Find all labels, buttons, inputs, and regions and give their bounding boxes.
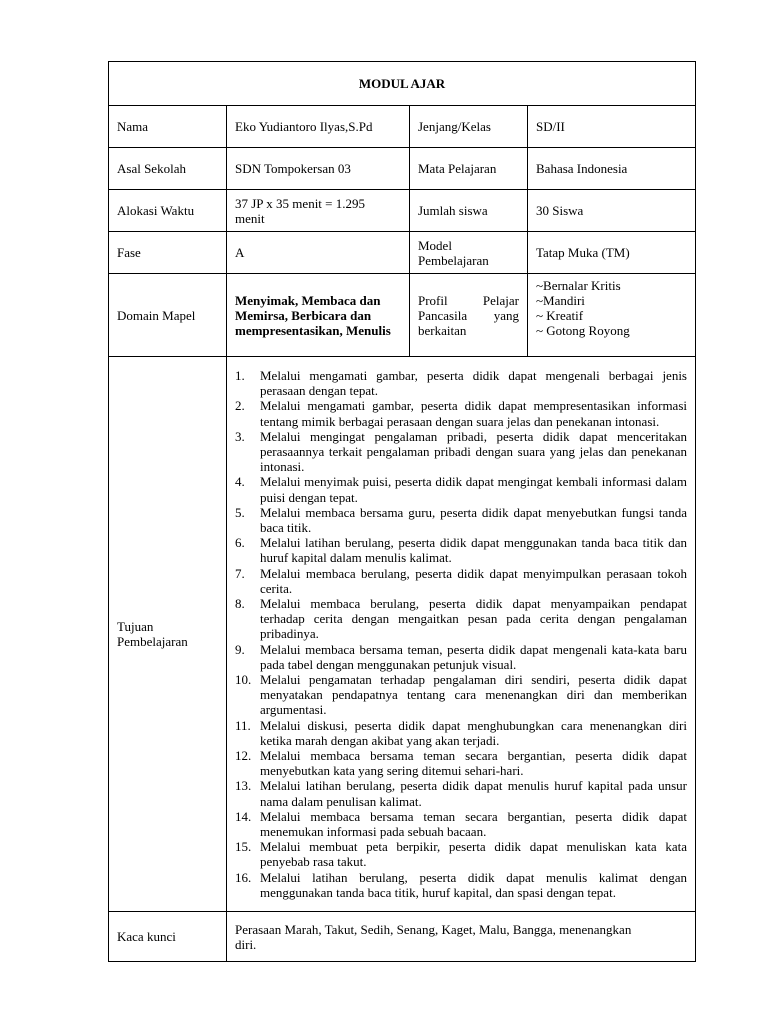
profil-value-item: ~ Kreatif: [536, 308, 584, 323]
tujuan-item-text: Melalui pengamatan terhadap pengalaman diri sendiri, peserta didik dapat menyatakan pendapatnya tentang cara menenangkan diri dan memberikan argumentasi.: [260, 672, 687, 718]
mapel-value: Bahasa Indonesia: [528, 148, 696, 190]
profil-values: [528, 274, 696, 357]
row-tujuan: [109, 357, 696, 912]
profil-value-item: ~Mandiri: [536, 293, 585, 308]
tujuan-item: [235, 839, 687, 869]
modul-ajar-table: [108, 61, 696, 962]
title-row: [109, 62, 696, 106]
tujuan-item-text: Melalui latihan berulang, peserta didik dapat menulis huruf kapital pada unsur nama dalam penulisan kalimat.: [260, 778, 687, 809]
tujuan-item-number: 4.: [235, 474, 245, 490]
mapel-label: Mata Pelajaran: [410, 148, 528, 190]
tujuan-item-number: 16.: [235, 869, 252, 885]
tujuan-item: [235, 778, 687, 808]
tujuan-item: [235, 429, 687, 475]
tujuan-item-text: Melalui mengingat pengalaman pribadi, peserta didik dapat menceritakan perasaannya terkait pengalaman pribadi dengan suara yang jelas dan penekanan intonasi.: [260, 428, 687, 475]
asal-label: Asal Sekolah: [109, 148, 227, 190]
profil-label-line-1: Profil Pelajar: [418, 292, 519, 308]
tujuan-item-text: Melalui membuat peta berpikir, peserta didik dapat menuliskan kata kata penyebab rasa takut.: [260, 839, 687, 870]
profil-label-line-2: Pancasila yang: [418, 307, 519, 323]
document-title: MODUL AJAR: [109, 62, 696, 106]
row-asal-sekolah: [109, 148, 696, 190]
kata-kunci-label: Kaca kunci: [109, 912, 227, 962]
tujuan-item-number: 12.: [235, 748, 252, 764]
tujuan-item: [235, 566, 687, 596]
tujuan-item: [235, 398, 687, 428]
jumlah-value: 30 Siswa: [528, 190, 696, 232]
tujuan-item-text: Melalui mengamati gambar, peserta didik dapat mempresentasikan informasi tentang mimik berbagai perasaan dengan suara jelas dan penekanan intonasi.: [260, 398, 687, 429]
tujuan-item-number: 10.: [235, 672, 252, 687]
tujuan-item-text: Melalui latihan berulang, peserta didik dapat menulis kalimat dengan menggunakan tanda baca titik, huruf kapital, dan spasi dengan tepat.: [260, 869, 687, 900]
tujuan-label: Tujuan Pembelajaran: [109, 357, 227, 912]
tujuan-item-text: Melalui membaca berulang, peserta didik dapat menyimpulkan perasaan tokoh cerita.: [260, 565, 687, 596]
tujuan-item-number: 14.: [235, 808, 252, 824]
tujuan-item: [235, 718, 687, 748]
fase-label: Fase: [109, 232, 227, 274]
profil-label-line-3: berkaitan: [418, 322, 467, 338]
tujuan-item-number: 11.: [235, 717, 251, 733]
tujuan-item-number: 8.: [235, 595, 245, 611]
model-value: Tatap Muka (TM): [528, 232, 696, 274]
nama-value: Eko Yudiantoro Ilyas,S.Pd: [227, 106, 410, 148]
tujuan-list: [235, 368, 687, 900]
row-nama: [109, 106, 696, 148]
tujuan-item-text: Melalui menyimak puisi, peserta didik dapat mengingat kembali informasi dalam puisi dengan tepat.: [260, 474, 687, 505]
tujuan-item: [235, 809, 687, 839]
tujuan-item-number: 1.: [235, 367, 245, 383]
tujuan-item: [235, 672, 687, 718]
alokasi-label: Alokasi Waktu: [109, 190, 227, 232]
row-alokasi: [109, 190, 696, 232]
tujuan-item: [235, 505, 687, 535]
tujuan-item-number: 2.: [235, 398, 245, 414]
alokasi-value: 37 JP x 35 menit = 1.295 menit: [227, 190, 410, 232]
tujuan-item-text: Melalui membaca bersama teman secara bergantian, peserta didik dapat menemukan informasi pada sebuah bacaan.: [260, 808, 687, 840]
row-domain: [109, 274, 696, 357]
profil-value-item: ~ Gotong Royong: [536, 323, 630, 338]
tujuan-item-number: 6.: [235, 535, 245, 551]
tujuan-item-text: Melalui membaca berulang, peserta didik dapat menyampaikan pendapat terhadap cerita dengan mengaitkan pesan pada cerita dengan pengalaman pribadinya.: [260, 595, 687, 642]
tujuan-item-number: 7.: [235, 565, 245, 581]
tujuan-item: [235, 596, 687, 642]
jenjang-value: SD/II: [528, 106, 696, 148]
tujuan-item-number: 5.: [235, 504, 245, 520]
tujuan-item: [235, 474, 687, 504]
profil-value-item: ~Bernalar Kritis: [536, 278, 621, 293]
asal-value: SDN Tompokersan 03: [227, 148, 410, 190]
domain-label: Domain Mapel: [109, 274, 227, 357]
tujuan-item-text: Melalui membaca bersama teman secara bergantian, peserta didik dapat menyebutkan kata yang sering ditemui sehari-hari.: [260, 748, 687, 779]
nama-label: Nama: [109, 106, 227, 148]
tujuan-item: [235, 642, 687, 672]
tujuan-item-number: 3.: [235, 428, 245, 444]
tujuan-item: [235, 368, 687, 398]
tujuan-cell: [227, 357, 696, 912]
tujuan-item-text: Melalui diskusi, peserta didik dapat menghubungkan cara menenangkan diri ketika marah dengan akibat yang akan terjadi.: [260, 717, 687, 748]
tujuan-item-number: 15.: [235, 839, 252, 855]
tujuan-item-text: Melalui membaca bersama teman, peserta didik dapat mengenali kata-kata baru pada tabel dengan menggunakan petunjuk visual.: [260, 641, 687, 672]
tujuan-item-number: 13.: [235, 778, 252, 794]
fase-value: A: [227, 232, 410, 274]
kata-kunci-value: Perasaan Marah, Takut, Sedih, Senang, Kaget, Malu, Bangga, menenangkan diri.: [227, 912, 696, 962]
tujuan-item: [235, 748, 687, 778]
tujuan-item: [235, 535, 687, 565]
tujuan-item-text: Melalui latihan berulang, peserta didik dapat menggunakan tanda baca titik dan huruf kapital dalam menulis kalimat.: [260, 535, 687, 566]
jumlah-label: Jumlah siswa: [410, 190, 528, 232]
tujuan-item-number: 9.: [235, 641, 245, 657]
profil-label: [410, 274, 528, 357]
row-kata-kunci: [109, 912, 696, 962]
row-fase: [109, 232, 696, 274]
tujuan-item-text: Melalui mengamati gambar, peserta didik dapat mengenali berbagai jenis perasaan dengan tepat.: [260, 367, 687, 399]
model-label: Model Pembelajaran: [410, 232, 528, 274]
tujuan-item: [235, 870, 687, 900]
jenjang-label: Jenjang/Kelas: [410, 106, 528, 148]
tujuan-item-text: Melalui membaca bersama guru, peserta didik dapat menyebutkan fungsi tanda baca titik.: [260, 504, 687, 535]
domain-value: Menyimak, Membaca dan Memirsa, Berbicara dan mempresentasikan, Menulis: [227, 274, 410, 357]
